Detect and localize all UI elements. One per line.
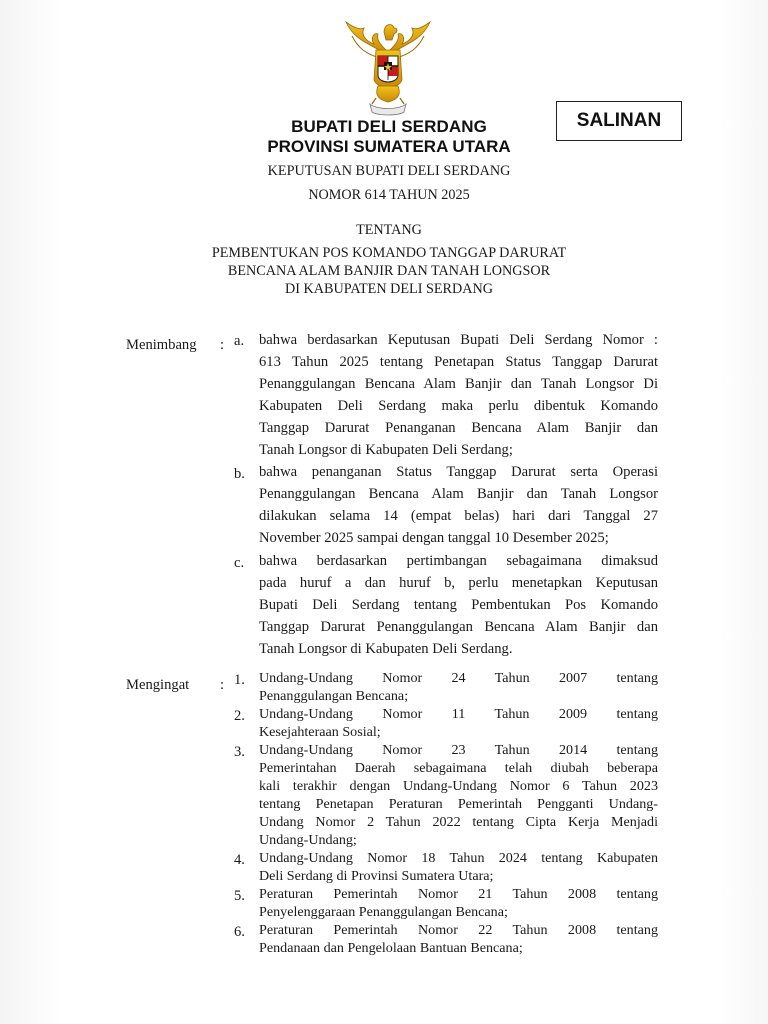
text-line: dilakukan selama 14 (empat belas) hari dari Tanggal 27 bbox=[259, 508, 658, 524]
menimbang-marker-b: b. bbox=[234, 466, 245, 482]
mengingat-marker-4: 4. bbox=[234, 852, 245, 868]
mengingat-item-6 bbox=[259, 921, 658, 957]
text-line: Deli Serdang di Provinsi Sumatera Utara; bbox=[259, 868, 494, 884]
mengingat-colon: : bbox=[220, 677, 225, 693]
mengingat-item-4 bbox=[259, 849, 658, 885]
menimbang-marker-a: a. bbox=[234, 333, 245, 349]
garuda-emblem-icon bbox=[340, 14, 436, 118]
text-line: Undang-Undang; bbox=[259, 832, 357, 848]
menimbang-item-c bbox=[259, 550, 658, 660]
mengingat-marker-6: 6. bbox=[234, 924, 245, 940]
mengingat-marker-3: 3. bbox=[234, 744, 245, 760]
text-line: Kabupaten Deli Serdang maka perlu dibentuk Komando bbox=[259, 398, 658, 414]
mengingat-marker-1: 1. bbox=[234, 672, 245, 688]
mengingat-label: Mengingat bbox=[126, 677, 190, 693]
mengingat-item-2 bbox=[259, 705, 658, 741]
text-line: Undang Nomor 2 Tahun 2022 tentang Cipta Kerja Menjadi bbox=[259, 814, 658, 830]
mengingat-marker-2: 2. bbox=[234, 708, 245, 724]
text-line: Penanggulangan Bencana; bbox=[259, 688, 409, 704]
text-line: pada huruf a dan huruf b, perlu menetapkan Keputusan bbox=[259, 575, 658, 591]
text-line: Tanggap Darurat Penanganan Bencana Alam Banjir dan bbox=[259, 420, 658, 436]
text-line: Kesejahteraan Sosial; bbox=[259, 724, 381, 740]
subject-line: PEMBENTUKAN POS KOMANDO TANGGAP DARURAT bbox=[211, 245, 567, 261]
menimbang-item-b bbox=[259, 461, 658, 549]
mengingat-marker-5: 5. bbox=[234, 888, 245, 904]
about-heading: TENTANG bbox=[356, 222, 422, 238]
mengingat-item-5 bbox=[259, 885, 658, 921]
text-line: bahwa berdasarkan pertimbangan sebagaimana dimaksud bbox=[259, 553, 658, 569]
menimbang-marker-c: c. bbox=[234, 555, 245, 571]
regent-title: BUPATI DELI SERDANG bbox=[291, 117, 487, 136]
text-line: Undang-Undang Nomor 24 Tahun 2007 tentang bbox=[259, 670, 658, 686]
text-line: November 2025 sampai dengan tanggal 10 Desember 2025; bbox=[259, 530, 609, 546]
mengingat-item-3 bbox=[259, 741, 658, 849]
text-line: Penanggulangan Bencana Alam Banjir dan Tanah Longsor Di bbox=[259, 376, 658, 392]
text-line: Peraturan Pemerintah Nomor 22 Tahun 2008 tentang bbox=[259, 922, 658, 938]
text-line: Undang-Undang Nomor 18 Tahun 2024 tentang Kabupaten bbox=[259, 850, 658, 866]
text-line: Undang-Undang Nomor 23 Tahun 2014 tentang bbox=[259, 742, 658, 758]
text-line: Pendanaan dan Pengelolaan Bantuan Bencana; bbox=[259, 940, 523, 956]
text-line: Penyelenggaraan Penanggulangan Bencana; bbox=[259, 904, 508, 920]
text-line: Tanah Longsor di Kabupaten Deli Serdang. bbox=[259, 641, 513, 657]
menimbang-label: Menimbang bbox=[126, 337, 197, 353]
text-line: Undang-Undang Nomor 11 Tahun 2009 tentang bbox=[259, 706, 658, 722]
text-line: Tanah Longsor di Kabupaten Deli Serdang; bbox=[259, 442, 513, 458]
text-line: Pemerintahan Daerah sebagaimana telah diubah beberapa bbox=[259, 760, 658, 776]
menimbang-item-a bbox=[259, 329, 658, 461]
text-line: Peraturan Pemerintah Nomor 21 Tahun 2008 tentang bbox=[259, 886, 658, 902]
copy-stamp: SALINAN bbox=[556, 101, 682, 141]
text-line: 613 Tahun 2025 tentang Penetapan Status Tanggap Darurat bbox=[259, 354, 658, 370]
mengingat-item-1 bbox=[259, 669, 658, 705]
text-line: Penanggulangan Bencana Alam Banjir dan Tanah Longsor bbox=[259, 486, 658, 502]
menimbang-colon: : bbox=[220, 337, 225, 353]
text-line: bahwa penanganan Status Tanggap Darurat serta Operasi bbox=[259, 464, 658, 480]
decree-number: NOMOR 614 TAHUN 2025 bbox=[308, 187, 470, 203]
text-line: Bupati Deli Serdang tentang Pembentukan Pos Komando bbox=[259, 597, 658, 613]
text-line: bahwa berdasarkan Keputusan Bupati Deli Serdang Nomor : bbox=[259, 332, 658, 348]
subject-line: BENCANA ALAM BANJIR DAN TANAH LONGSOR bbox=[227, 263, 551, 279]
subject-line: DI KABUPATEN DELI SERDANG bbox=[285, 281, 493, 297]
text-line: kali terakhir dengan Undang-Undang Nomor 6 Tahun 2023 bbox=[259, 778, 658, 794]
decree-title: KEPUTUSAN BUPATI DELI SERDANG bbox=[267, 163, 511, 179]
text-line: Tanggap Darurat Penanggulangan Bencana Alam Banjir dan bbox=[259, 619, 658, 635]
text-line: tentang Penetapan Peraturan Pemerintah Pengganti Undang- bbox=[259, 796, 658, 812]
province-title: PROVINSI SUMATERA UTARA bbox=[267, 137, 511, 156]
